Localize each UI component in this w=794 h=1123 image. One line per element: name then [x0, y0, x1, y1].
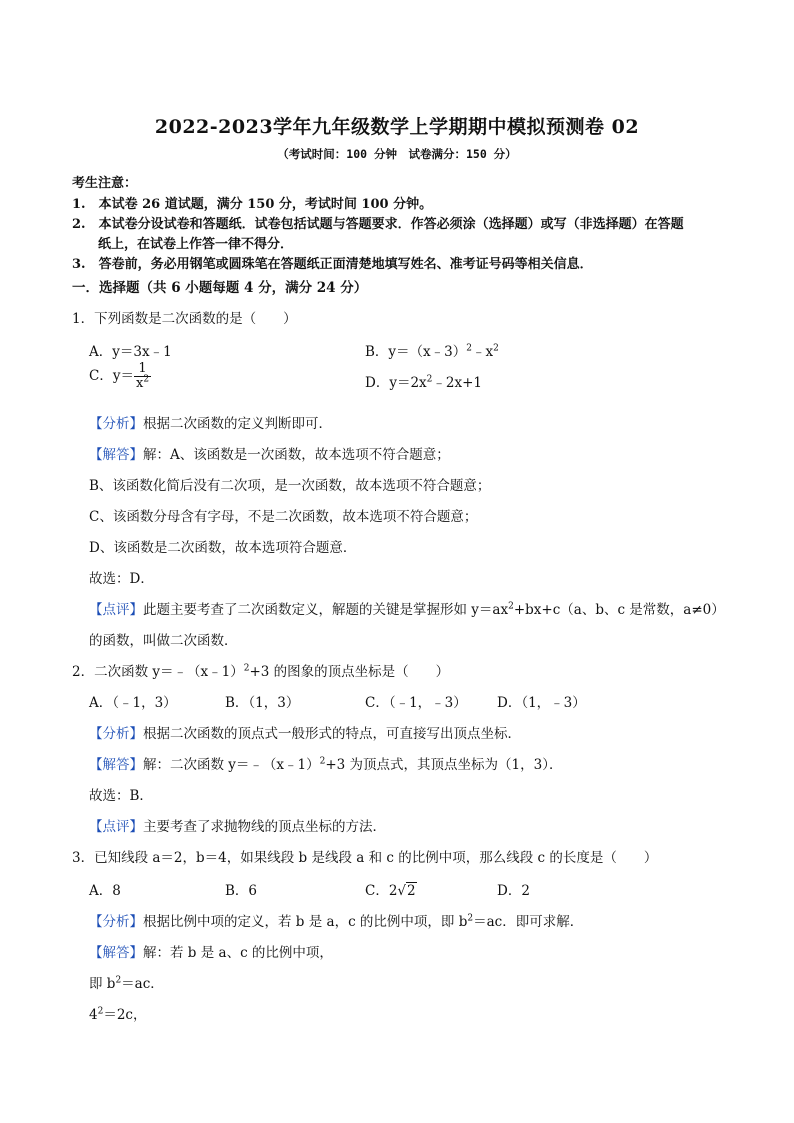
- q3-option-c: C．2√2: [365, 883, 416, 899]
- q1-choice: 故选：D．: [89, 571, 154, 587]
- notice-heading: 考生注意：: [72, 176, 138, 191]
- page-subtitle: （考试时间：100 分钟 试卷满分：150 分）: [277, 147, 517, 161]
- q1-analysis: 【分析】根据二次函数的定义判断即可．: [89, 416, 332, 432]
- q1-option-d: D．$y=2x^2﹣2x+1$: [365, 374, 482, 391]
- notice-item-3: 3. 答卷前，务必用钢笔或圆珠笔在答题纸正面清楚地填写姓名、准考证号码等相关信息．: [72, 257, 593, 272]
- page-title: 2022-2023学年九年级数学上学期期中模拟预测卷 02: [154, 116, 640, 138]
- q1-option-c: C．y＝ $\frac{1}{x^2}$: [89, 361, 150, 391]
- q3-stem: 3．已知线段 a＝2，b＝4，如果线段 b 是线段 a 和 c 的比例中项，那么线段 c 的长度是（ ）: [72, 850, 658, 866]
- q1-option-a: A．y＝3x﹣1: [89, 344, 172, 360]
- q2-comment: 【点评】主要考查了求抛物线的顶点坐标的方法．: [89, 819, 386, 835]
- section-heading: 一．选择题（共 6 小题每题 4 分，满分 24 分）: [72, 280, 368, 296]
- q2-option-c: C．（﹣1，﹣3）: [365, 695, 467, 711]
- q2-option-d: D．（1，﹣3）: [497, 695, 586, 711]
- q3-option-b: B．6: [225, 883, 258, 899]
- q1-answer-c: C、该函数分母含有字母，不是二次函数，故本选项不符合题意；: [89, 509, 478, 525]
- q2-option-b: B．（1，3）: [225, 695, 300, 711]
- q1-option-b: B．$y=(x﹣3)^2﹣x^2$: [365, 343, 499, 360]
- q3-answer-line2: 即 $b^2=ac$．: [89, 975, 164, 992]
- notice-item-1: 1. 本试卷 26 道试题，满分 150 分，考试时间 100 分钟。: [72, 197, 433, 212]
- q1-stem: 1．下列函数是二次函数的是（ ）: [72, 311, 297, 327]
- q2-analysis: 【分析】根据二次函数的顶点式一般形式的特点，可直接写出顶点坐标．: [89, 726, 521, 742]
- q2-choice: 故选：B．: [89, 788, 153, 804]
- q3-answer: 【解答】解：若 b 是 a、c 的比例中项，: [89, 945, 333, 961]
- fraction: $\frac{1}{x^2}$: [135, 361, 150, 391]
- q3-option-a: A．8: [89, 883, 121, 899]
- q3-answer-line3: $4^2=2c$，: [89, 1006, 147, 1023]
- q3-analysis: 【分析】根据比例中项的定义，若 b 是 a，c 的比例中项，即 $b^2=ac$．即可求解．: [89, 913, 584, 930]
- q1-answer: 【解答】解：A、该函数是一次函数，故本选项不符合题意；: [89, 447, 450, 463]
- q3-option-d: D．2: [497, 883, 530, 899]
- q1-comment: 【点评】此题主要考查了二次函数定义，解题的关键是掌握形如 $y=ax^2+bx+c(a$、b、c 是常数，a≠0）: [89, 601, 725, 618]
- notice-item-2: 2. 本试卷分设试卷和答题纸．试卷包括试题与答题要求．作答必须涂（选择题）或写（非选择题）在答题: [72, 217, 684, 232]
- q1-answer-b: B、该函数化简后没有二次项，是一次函数，故本选项不符合题意；: [89, 478, 491, 494]
- q2-stem: 2．二次函数 y＝﹣（x﹣1）$^2$+3 的图象的顶点坐标是（ ）: [72, 663, 450, 680]
- notice-item-2-cont: 纸上，在试卷上作答一律不得分．: [72, 237, 294, 252]
- q1-comment-cont: 的函数，叫做二次函数．: [89, 633, 238, 649]
- q2-answer: 【解答】解：二次函数 y＝﹣（x﹣1）$^2$+3 为顶点式，其顶点坐标为（1，3）．: [89, 756, 563, 773]
- q1-answer-d: D、该函数是二次函数，故本选项符合题意．: [89, 540, 357, 556]
- q2-option-a: A．（﹣1，3）: [89, 695, 177, 711]
